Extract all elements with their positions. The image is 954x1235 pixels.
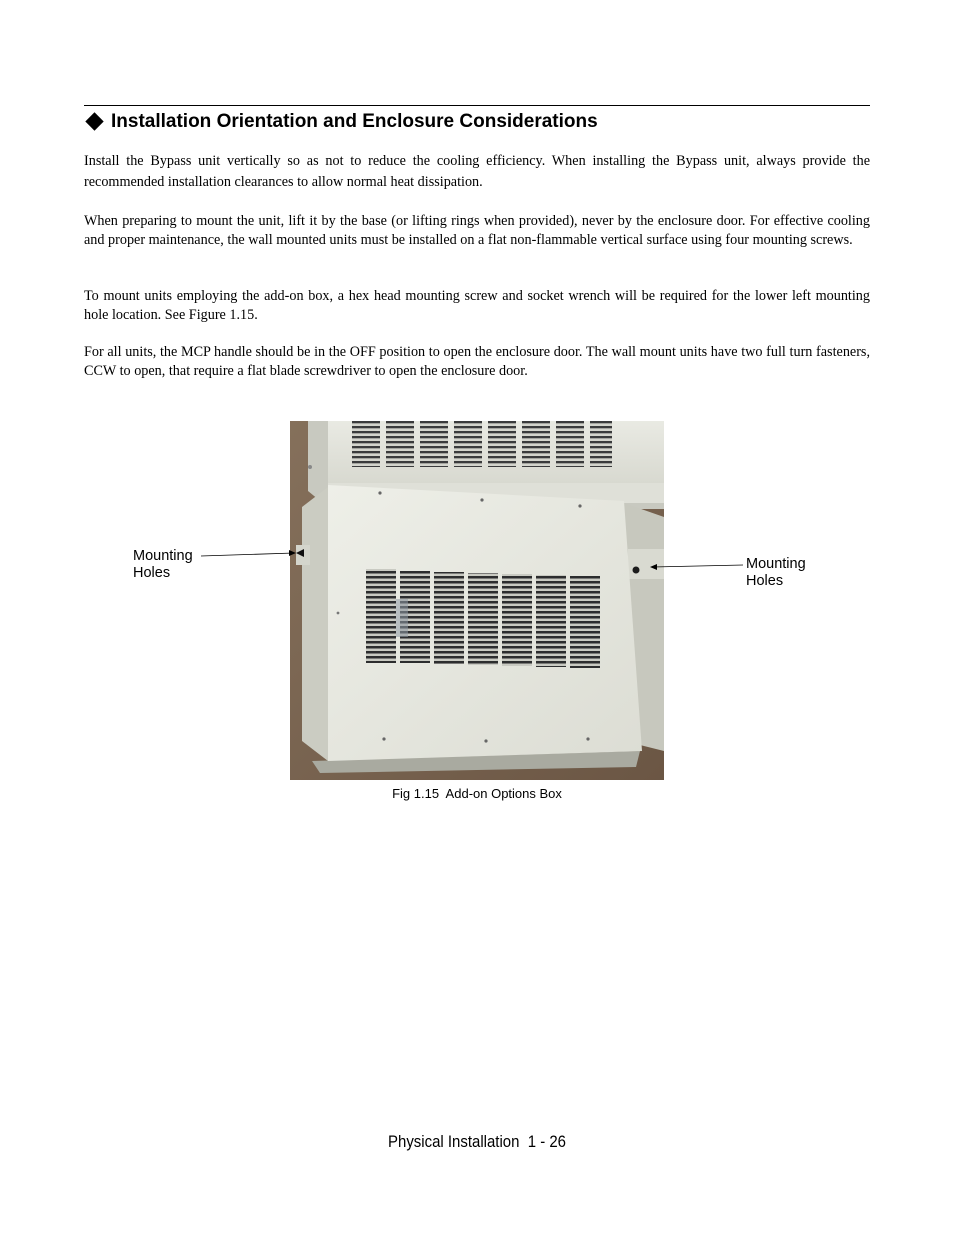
paragraph-mcp-handle: For all units, the MCP handle should be in the OFF position to open the enclosure door. The wall mount units have two full turn fasteners, CCW to open, that require a flat blade screwdriver to open the enclosure door. <box>84 344 870 379</box>
callout-mounting-holes-right <box>746 556 806 590</box>
callout-left-line1: Mounting <box>133 548 193 564</box>
page-footer: Physical Installation 1 - 26 <box>388 1132 566 1151</box>
callout-right-line1: Mounting <box>746 556 806 572</box>
callout-left-line2: Holes <box>133 565 171 581</box>
diamond-bullet-icon <box>85 112 103 130</box>
add-on-options-box-photo <box>290 421 664 780</box>
figure-caption: Fig 1.15 Add-on Options Box <box>392 786 562 801</box>
section-title: Installation Orientation and Enclosure Considerations <box>111 111 598 132</box>
paragraph-orientation: Install the Bypass unit vertically so as not to reduce the cooling efficiency. When installing the Bypass unit, always provide the recommended installation clearances to allow normal heat dissipation. <box>84 153 870 190</box>
section-heading <box>84 110 870 134</box>
paragraph-add-on-box: To mount units employing the add-on box, a hex head mounting screw and socket wrench will be required for the lower left mounting hole location. See Figure 1.15. <box>84 288 870 323</box>
paragraph-mounting: When preparing to mount the unit, lift it by the base (or lifting rings when provided), never by the enclosure door. For effective cooling and proper maintenance, the wall mounted units must be installed on a flat non-flammable vertical surface using four mounting screws. <box>84 213 870 248</box>
callout-right-line2: Holes <box>746 573 784 589</box>
section-rule <box>84 105 870 106</box>
callout-mounting-holes-left <box>133 548 193 582</box>
